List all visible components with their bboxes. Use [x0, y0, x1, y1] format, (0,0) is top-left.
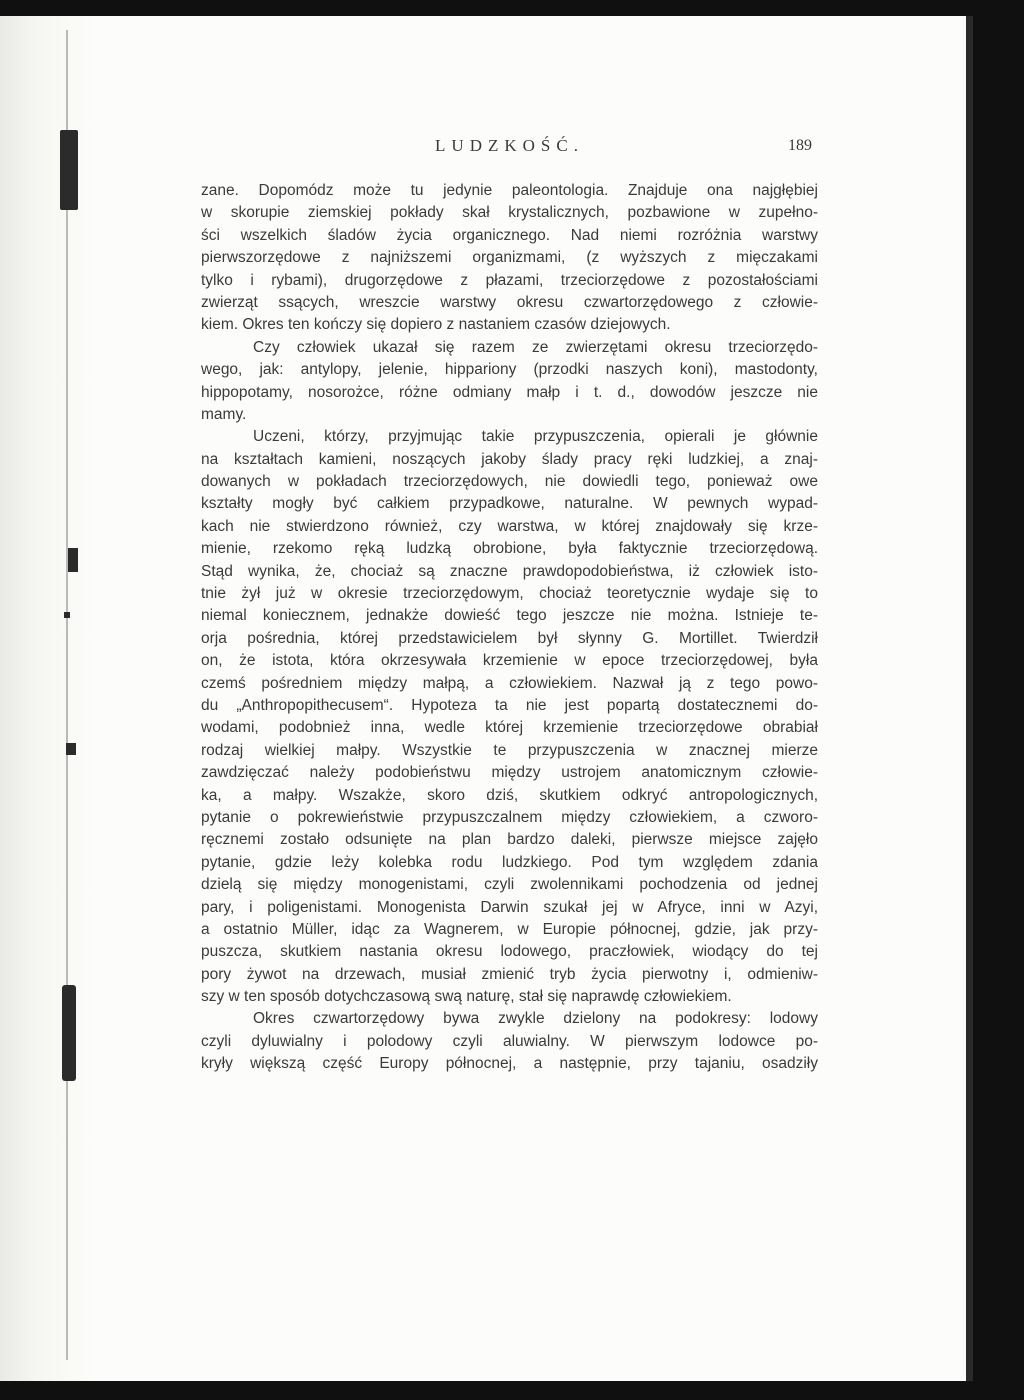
text-line: Uczeni, którzy, przyjmując takie przypuszczenia, opierali je głównie	[253, 428, 818, 446]
text-line: kach nie stwierdzono również, czy warstwa, w której znajdowały się krze-	[201, 517, 818, 535]
text-line: kiem. Okres ten kończy się dopiero z nastaniem czasów dziejowych.	[201, 316, 671, 334]
text-line: puszcza, skutkiem nastania okresu lodowego, praczłowiek, wiodący do tej	[201, 943, 818, 961]
text-line: wego, jak: antylopy, jelenie, hippariony (przodki naszych koni), mastodonty,	[201, 361, 818, 379]
text-line: zawdzięczać należy podobieństwu między ustrojem anatomicznym człowie-	[201, 764, 818, 782]
text-line: czyli dyluwialny i polodowy czyli aluwialny. W pierwszym lodowce po-	[201, 1032, 818, 1050]
text-line: szy w ten sposób dotychczasową swą naturę, stał się naprawdę człowiekiem.	[201, 988, 732, 1006]
binding-mark	[64, 612, 70, 618]
text-line: na kształtach kamieni, noszących jakoby ślady pracy ręki ludzkiej, a znaj-	[201, 450, 818, 468]
text-line: ści wszelkich śladów życia organicznego. Nad niemi rozróżnia warstwy	[201, 226, 818, 244]
text-line: mamy.	[201, 405, 247, 423]
running-header	[201, 136, 818, 164]
text-line: ka, a małpy. Wszakże, skoro dziś, skutkiem odkryć antropologicznych,	[201, 786, 818, 804]
text-line: mienie, rzekomo ręką ludzką obrobione, była faktycznie trzeciorzędową.	[201, 540, 818, 558]
binding-mark	[66, 743, 76, 755]
text-line: Okres czwartorzędowy bywa zwykle dzielony na podokresy: lodowy	[253, 1010, 818, 1028]
text-line: pytanie, gdzie leży kolebka rodu ludzkiego. Pod tym względem zdania	[201, 853, 818, 871]
text-line: czemś pośredniem między małpą, a człowiekiem. Nazwał ją z tego powo-	[201, 674, 818, 692]
text-line: hippopotamy, nosorożce, różne odmiany małp i t. d., dowodów jeszcze nie	[201, 383, 818, 401]
text-line: tylko i rybami), drugorzędowe z płazami, trzeciorzędowe z pozostałościami	[201, 271, 818, 289]
text-line: w skorupie ziemskiej pokłady skał krystalicznych, pozbawione w zupełno-	[201, 204, 818, 222]
text-line: ręcznemi zostało odsunięte na plan bardzo daleki, pierwsze miejsce zajęło	[201, 831, 818, 849]
text-line: dowanych w pokładach trzeciorzędowych, nie dowiedli tego, ponieważ owe	[201, 473, 818, 491]
text-line: Czy człowiek ukazał się razem ze zwierzętami okresu trzeciorzędo-	[253, 338, 818, 356]
text-line: tnie żył już w okresie trzeciorzędowym, chociaż teoretycznie wydaje się to	[201, 585, 818, 603]
gutter-shadow-line	[66, 30, 68, 1360]
binding-mark	[68, 548, 78, 572]
text-line: pory żywot na drzewach, musiał zmienić tryb życia pierwotny i, odmieniw-	[201, 965, 818, 983]
text-line: Stąd wynika, że, chociaż są znaczne prawdopodobieństwa, iż człowiek isto-	[201, 562, 818, 580]
text-line: niemal koniecznem, jednakże dowieść tego jeszcze nie można. Istnieje te-	[201, 607, 818, 625]
text-line: pytanie o pokrewieństwie przypuszczalnem między człowiekiem, a czworo-	[201, 808, 818, 826]
body-text	[201, 180, 818, 1076]
page-edge	[966, 16, 973, 1381]
binding-mark	[62, 985, 76, 1081]
text-line: orja pośrednia, której przedstawicielem był słynny G. Mortillet. Twierdził	[201, 629, 818, 647]
text-line: kształty mogły być całkiem przypadkowe, naturalne. W pewnych wypad-	[201, 495, 818, 513]
text-line: zane. Dopomódz może tu jedynie paleontologia. Znajduje ona najgłębiej	[201, 182, 818, 199]
text-line: pary, i poligenistami. Monogenista Darwin szukał jej w Afryce, inni w Azyi,	[201, 898, 818, 916]
text-line: pierwszorzędowe z najniższemi organizmami, (z wyższych z mięczakami	[201, 249, 818, 267]
text-line: on, że istota, która okrzesywała krzemienie w epoce trzeciorzędowej, była	[201, 652, 818, 670]
binding-gutter	[0, 16, 95, 1381]
text-line: zwierząt ssących, wreszcie warstwy okresu czwartorzędowego z człowie-	[201, 293, 818, 311]
text-line: kryły większą część Europy północnej, a następnie, przy tajaniu, osadziły	[201, 1055, 818, 1073]
text-line: du „Anthropopithecusem“. Hypoteza ta nie jest popartą dostatecznemi do-	[201, 696, 818, 714]
text-line: rodzaj wielkiej małpy. Wszystkie te przypuszczenia w znacznej mierze	[201, 741, 818, 759]
text-line: a ostatnio Müller, idąc za Wagnerem, w Europie północnej, gdzie, jak przy-	[201, 920, 818, 938]
page-number: 189	[788, 137, 812, 154]
running-title: LUDZKOŚĆ.	[435, 136, 584, 155]
binding-mark	[60, 130, 78, 210]
text-line: wodami, podobnież inna, wedle której krzemienie trzeciorzędowe obrabiał	[201, 719, 818, 737]
text-line: dzielą się między monogenistami, czyli zwolennikami pochodzenia od jednej	[201, 876, 818, 894]
